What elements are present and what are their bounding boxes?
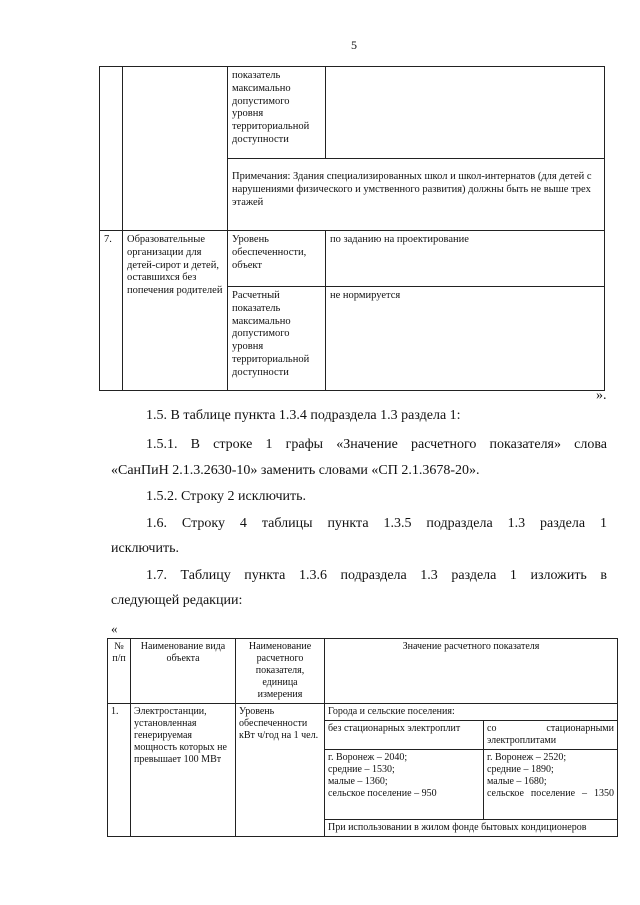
- header-value: Значение расчетного показателя: [325, 639, 618, 704]
- paragraph-1-6-line2: исключить.: [111, 541, 179, 556]
- row-number: 7.: [100, 231, 123, 391]
- cell-param: показатель максимально допустимого уровня территориальной доступности: [228, 67, 326, 159]
- table-top: [99, 66, 605, 391]
- cell-name-empty: [123, 67, 228, 231]
- header-num: № п/п: [108, 639, 131, 704]
- col-b-values: [484, 750, 618, 820]
- col-a-title: без стационарных электроплит: [325, 721, 484, 750]
- table-row: [100, 231, 605, 287]
- col-a-value-1: г. Воронеж – 2040;: [328, 752, 408, 763]
- col-b-title: со стационарными электроплитами: [484, 721, 618, 750]
- table-bottom: [107, 638, 618, 837]
- cell-num-empty: [100, 67, 123, 231]
- closing-quote: ».: [596, 388, 607, 403]
- row-number: 1.: [108, 704, 131, 837]
- footer-note: При использовании в жилом фонде бытовых кондиционеров: [325, 820, 618, 837]
- param-1: Уровень обеспеченности, объект: [228, 231, 326, 287]
- settlements-label: Города и сельские поселения:: [325, 704, 618, 721]
- paragraph-1-7-line2: следующей редакции:: [111, 593, 243, 608]
- col-b-value-3: малые – 1680;: [487, 776, 547, 787]
- table-header-row: [108, 639, 618, 704]
- col-b-value-2: средние – 1890;: [487, 764, 554, 775]
- header-param: Наименование расчетного показателя, единица измерения: [236, 639, 325, 704]
- col-b-value-4: сельское поселение – 1350: [487, 788, 614, 799]
- table-row: [108, 704, 618, 721]
- paragraph-1-5-2: 1.5.2. Строку 2 исключить.: [146, 489, 307, 504]
- col-b-value-1: г. Воронеж – 2520;: [487, 752, 567, 763]
- col-a-value-2: средние – 1530;: [328, 764, 395, 775]
- col-a-values: [325, 750, 484, 820]
- value-1: по заданию на проектирование: [326, 231, 605, 287]
- paragraph-1-6-line1: 1.6. Строку 4 таблицы пункта 1.3.5 подраздела 1.3 раздела 1: [146, 516, 607, 531]
- col-a-value-3: малые – 1360;: [328, 776, 388, 787]
- col-a-value-4: сельское поселение – 950: [328, 788, 437, 799]
- page-number: 5: [351, 38, 357, 52]
- opening-quote: «: [111, 621, 118, 636]
- paragraph-1-5: 1.5. В таблице пункта 1.3.4 подраздела 1.3 раздела 1:: [146, 408, 461, 423]
- paragraph-1-5-1-line1: 1.5.1. В строке 1 графы «Значение расчетного показателя» слова: [146, 437, 607, 452]
- table-row: [100, 67, 605, 159]
- param-name: Уровень обеспеченности кВт ч/год на 1 чел.: [236, 704, 325, 837]
- value-2: не нормируется: [326, 287, 605, 391]
- paragraph-1-5-1-line2: «СанПиН 2.1.3.2630-10» заменить словами «СП 2.1.3678-20».: [111, 463, 480, 478]
- header-name: Наименование вида объекта: [131, 639, 236, 704]
- param-2: Расчетный показатель максимально допустимого уровня территориальной доступности: [228, 287, 326, 391]
- cell-value: [326, 67, 605, 159]
- object-name: Образовательные организации для детей-сирот и детей, оставшихся без попечения родителей: [123, 231, 228, 391]
- paragraph-1-7-line1: 1.7. Таблицу пункта 1.3.6 подраздела 1.3 раздела 1 изложить в: [146, 568, 607, 583]
- notes-cell: Примечания: Здания специализированных школ и школ-интернатов (для детей с нарушениями физического и умственного развития) должны быть не выше трех этажей: [228, 159, 605, 231]
- object-name: Электростанции, установленная генерируемая мощность которых не превышает 100 МВт: [131, 704, 236, 837]
